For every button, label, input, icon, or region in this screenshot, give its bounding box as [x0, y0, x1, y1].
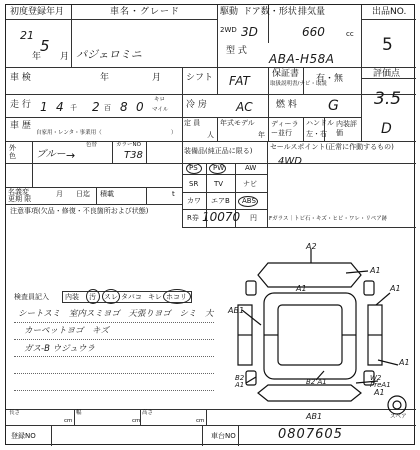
equipment-label: 装備品(純正品に限る) — [184, 147, 253, 155]
warranty-label: 保証書 — [272, 69, 300, 79]
mileage-label: 走 行 — [10, 100, 31, 110]
inspector-line-1: シートスミ 室内スミヨゴ 天張りヨゴ シミ 大 — [18, 309, 214, 319]
color-arrow: → — [66, 149, 76, 162]
sales-point-label: セールスポイント(正常に作動するもの) — [270, 143, 394, 151]
equip-navi: ナビ — [243, 180, 257, 188]
car-damage-diagram — [6, 5, 416, 446]
mark-a1-roof: A1 — [296, 284, 307, 293]
recycle-label: R券 — [187, 214, 199, 222]
opt-scuff: スレ — [104, 293, 118, 301]
door-label: ドア数・形状 — [243, 7, 297, 17]
car-name-label: 車名・グレード — [110, 7, 181, 17]
model-year-label: 年式モデル — [220, 119, 255, 127]
month-unit: 月 — [60, 52, 70, 62]
inspection-label: 車 検 — [10, 73, 31, 83]
car-name: パジェロミニ — [76, 48, 142, 61]
color-no-label: カラーNO — [116, 142, 141, 148]
mark-b2a1-center: B2 A1 — [306, 378, 327, 386]
interior-value: D — [381, 121, 392, 137]
history-options: 自家用・レンタ・事業用（ — [36, 130, 102, 136]
reg-year: 21 — [20, 29, 34, 42]
hundred-unit: 百 — [104, 104, 111, 112]
drive-value: 2WD — [220, 26, 237, 34]
recycle-value: 10070 — [202, 210, 241, 224]
inspector-line-2: カーペットヨゴ キズ — [24, 326, 109, 336]
mark-a2: A2 — [306, 242, 317, 251]
chassis-label: 車台NO — [211, 432, 236, 440]
displacement-value: 660 — [302, 25, 325, 39]
capacity-label: 定 員 — [184, 119, 201, 127]
mark-a1-right: A1 — [390, 284, 401, 293]
color-change-label: 色替 — [86, 142, 98, 148]
equip-sr: SR — [189, 180, 199, 188]
lot-value: 5 — [382, 35, 393, 55]
exterior-value: ブルー — [36, 149, 66, 160]
loading-label: 積載 — [100, 190, 114, 198]
opt-tobacco: タバコ — [121, 293, 142, 301]
interior-label: 内装評価 — [336, 120, 357, 137]
capacity-unit: 人 — [207, 131, 214, 139]
fuel-value: G — [328, 98, 339, 114]
dealer-label: ディーラー並行 — [271, 120, 299, 137]
displacement-label: 排気量 — [298, 7, 326, 17]
km-unit: キロ — [154, 97, 166, 103]
loading-t-unit: t — [172, 190, 175, 198]
mileage-digit-2: 4 — [56, 100, 64, 114]
first-reg-label: 初度登録年月 — [10, 7, 65, 17]
shift-label: シフト — [186, 73, 214, 83]
mark-ab1-bottom: AB1 — [306, 412, 323, 421]
opt-cut: キレ — [148, 293, 162, 301]
opt-dust: ホコリ — [166, 293, 187, 301]
fuel-label: 燃 料 — [276, 100, 297, 110]
history-label: 車 歴 — [10, 121, 31, 131]
inspection-month-unit: 月 — [152, 73, 162, 83]
equip-ps: PS — [189, 164, 198, 172]
opt-dirt: 汚 — [89, 293, 96, 301]
spare-label: スペア — [390, 414, 407, 420]
thousand-unit: 千 — [70, 104, 77, 112]
mileage-digit-3: 2 — [92, 100, 100, 114]
mark-w2-prea1: W2 PreA1 — [370, 374, 391, 389]
mark-a1-side: A1 — [399, 358, 410, 367]
year-unit: 年 — [32, 52, 42, 62]
reg-no-label: 登録NO — [11, 432, 36, 440]
reg-month: 5 — [40, 37, 50, 55]
equip-aw: AW — [245, 164, 257, 172]
mileage-digit-5: 0 — [136, 100, 144, 114]
glass-label: Fガラス｜トビ石・キズ・ヒビ・ワレ・リペア跡 — [269, 216, 388, 222]
equip-leather: カワ — [187, 197, 201, 205]
sales-point-value: 4WD — [278, 156, 302, 167]
chassis-value: 0807605 — [278, 427, 343, 442]
mark-ab1-left: AB1 — [228, 306, 245, 315]
change-month-unit: 月 — [56, 190, 63, 198]
equip-abs: ABS — [242, 197, 256, 205]
change-label: 名義変更期 限 — [8, 188, 32, 203]
width-label: 幅 — [76, 410, 82, 416]
lot-label: 出品NO. — [372, 7, 407, 17]
mileage-digit-1: 1 — [40, 100, 48, 114]
drive-label: 駆動 — [220, 7, 239, 17]
width-cm: cm — [132, 418, 141, 424]
inspector-line-3: ガス-B ウジュウラ — [24, 344, 95, 354]
recycle-unit: 円 — [250, 214, 257, 222]
equip-tv: TV — [214, 180, 224, 188]
cc-unit: cc — [346, 30, 354, 38]
length-label: 長さ — [9, 410, 21, 416]
model-year-unit: 年 — [258, 131, 265, 139]
opt-interior: 内装 — [65, 293, 79, 301]
inspection-year-unit: 年 — [100, 73, 110, 83]
mile-unit: マイル — [152, 107, 169, 113]
mileage-digit-4: 8 — [120, 100, 128, 114]
equip-airbag: エアB — [211, 197, 230, 205]
length-cm: cm — [64, 418, 73, 424]
exterior-label: 外色 — [9, 144, 16, 160]
handle-label: ハンドル — [306, 119, 334, 127]
mark-a1-rear: A1 — [374, 388, 385, 397]
change-day-unit: 日迄 — [76, 190, 90, 198]
shift-value: FAT — [229, 74, 250, 88]
ac-value: AC — [236, 100, 253, 114]
notes-label: 注意事項(欠品・修復・不良箇所および状態) — [10, 207, 149, 215]
mark-a1-top-right: A1 — [370, 266, 381, 275]
door-value: 3D — [241, 25, 258, 39]
warranty-value: 有・無 — [316, 74, 344, 84]
equip-pw: PW — [213, 164, 225, 172]
height-label: 高さ — [142, 410, 154, 416]
height-cm: cm — [196, 418, 205, 424]
model-value: ABA-H58A — [269, 52, 335, 66]
rating-label: 評価点 — [373, 69, 401, 79]
ac-label: 冷 房 — [186, 100, 207, 110]
color-no-value: T38 — [124, 150, 143, 161]
inspection-sheet — [5, 4, 415, 445]
history-close: ） — [171, 130, 177, 136]
handle-value: 左・右 — [306, 130, 327, 138]
warranty-sub: 取扱説明書/ナビ・取説 — [270, 81, 327, 87]
rating-value: 3.5 — [374, 89, 402, 109]
mark-b2a1-left: B2 A1 — [235, 374, 245, 389]
model-label: 型 式 — [226, 46, 247, 56]
inspector-label: 検査員記入 — [14, 293, 49, 301]
